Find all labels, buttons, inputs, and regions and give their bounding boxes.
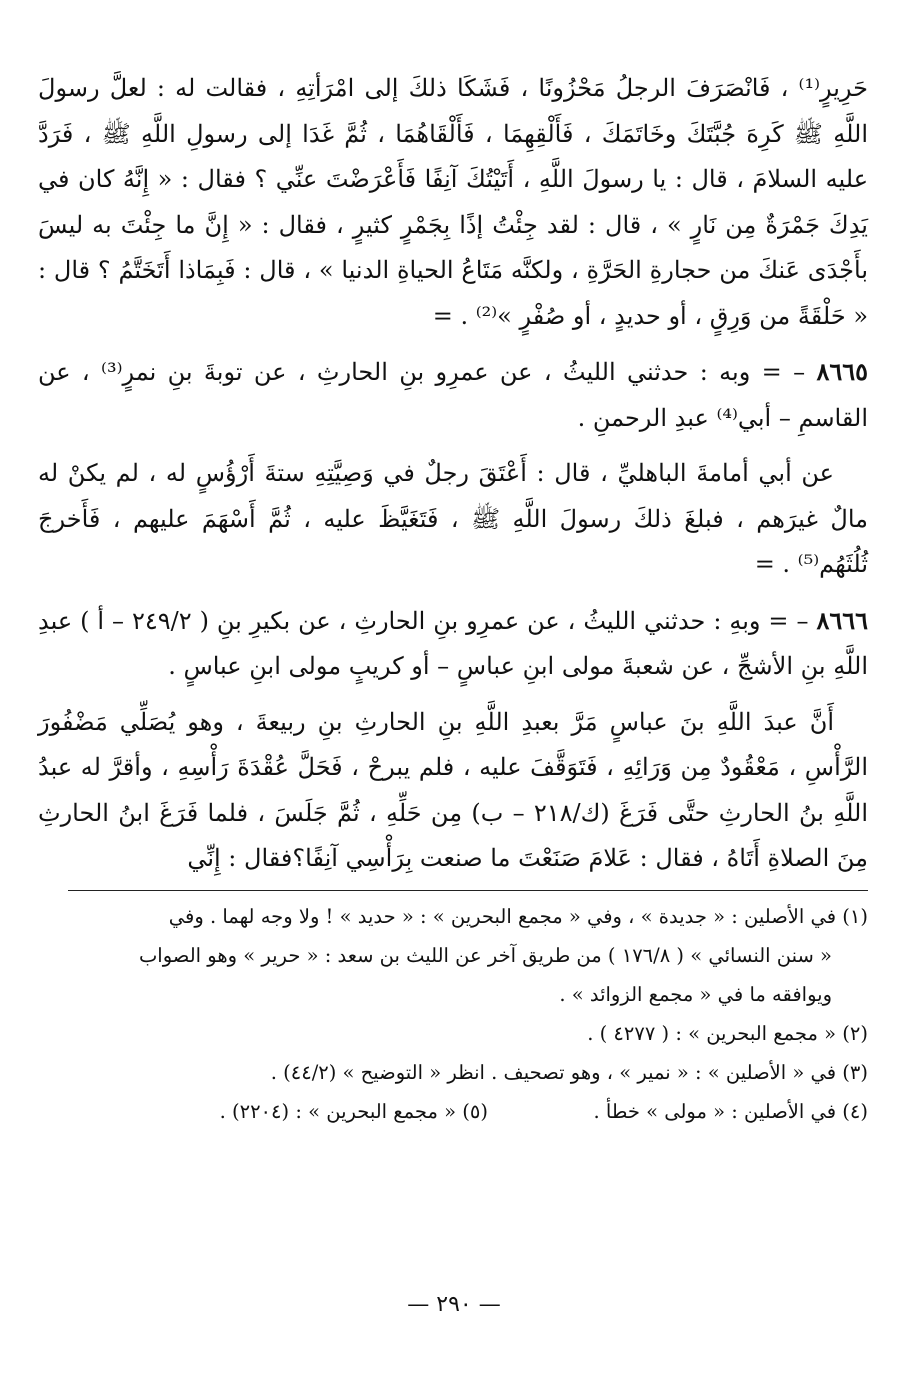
text-line: ما جِئْتَ به ليسَ بأَجْدَى عَنكَ من حجارةِ الحَرَّةِ ، ولكنَّه مَتَاعُ الحياةِ الدنيا » ، قال : [38,210,868,284]
hadith-8666-text [38,700,868,882]
hadith-number: ٨٦٦٥ [816,357,869,386]
footnote-3: (٣) في « الأصلين » : « نمير » ، وهو تصحيف . انظر « التوضيح » (٤٤/٢) . [270,1060,868,1084]
text-line: ثُلُثَهُم⁽⁵⁾ . = [754,550,868,578]
text-line: فَبِمَاذا أَتَخَتَّمُ ؟ قال : « حَلْقَةً من وَرِقٍ ، أو حديدٍ ، أو صُفْرٍ »⁽²⁾ . = [38,256,868,330]
hadith-8665-text [38,451,868,588]
hadith-8666-chain [38,598,868,690]
text-line: – = وبهِ : حدثني الليثُ ، عن عمرِو بنِ الحارثِ ، عن بكيرِ بنِ [216,606,809,635]
footnote-5: (٥) « مجمع البحرين » : (٢٢٠٤) . [219,1099,488,1123]
text-line: « إِنَّهُ كان في يَدِكَ جَمْرَةٌ مِن نَارٍ » ، قال : لقد جِئْتُ إذًا بِجَمْرٍ كثيرٍ ، فقال : « إِنَّ [38,165,868,239]
text-line: عبدُ اللَّهِ بنُ الحارثِ حتَّى فَرَغَ (ك/٢١٨ – ب) مِن حَلِّهِ ، ثُمَّ جَلَسَ ، فلما فَرَغَ ابنُ [38,753,868,827]
text-line: ( ٢٤٩/٢ – أ ) عبدِ اللَّهِ بنِ الأشجِّ ، عن شعبةَ مولى ابنِ عباسٍ – أو كريبٍ مولى [38,606,868,680]
text-line: نمرٍ⁽³⁾ ، عن القاسمِ – أبي⁽⁴⁾ عبدِ الرحمنِ . [38,358,868,432]
footnote-4: (٤) في الأصلين : « مولى » خطأ . [593,1099,868,1123]
page-number: — ٢٩٠ — [407,1292,501,1317]
text-line: حَرِيرٍ⁽¹⁾ ، فَانْصَرَفَ الرجلُ مَحْزُونًا ، فَشَكَا ذلكَ إلى امْرَأتِهِ ، فقالت له : لعلَّ [109,74,868,102]
text-line: الحارثِ مِنَ الصلاةِ أَتَاهُ ، فقال : عَلامَ صَنَعْتَ ما صنعت بِرَأْسِي آنِفًا؟فقال : إِنِّي [38,798,868,872]
footnote-2: (٢) « مجمع البحرين » : ( ٤٢٧٧ ) . [587,1021,868,1045]
text-line: ﷺ ، فَرَدَّ عليه السلامَ ، قال : يا رسولَ اللَّهِ ، أَتَيْتُكَ آنِفًا فَأَعْرَضْتَ عنِّي ؟ فقال : [38,119,869,193]
footnote-1-continued: « سنن النسائي » ( ١٧٦/٨ ) من طريق آخر عن الليث بن سعد : « حرير » وهو الصواب [138,943,832,967]
text-line: – = وبه : حدثني الليثُ ، عن عمرِو بنِ الحارثِ ، عن توبةَ بنِ [167,358,806,386]
text-line: رسولَ اللَّهِ ﷺ كَرِهَ جُبَّتَكَ وخَاتَمَكَ ، فَأَلْقِهِمَا ، فَأَلْقَاهُمَا ، ثُمَّ غَدَا إلى رسولِ اللَّهِ [38,74,868,148]
text-line: أَنَّ عبدَ اللَّهِ بنَ عباسٍ مَرَّ بعبدِ اللَّهِ بنِ الحارثِ بنِ ربيعةَ ، وهو يُصَلِّي مَضْفُورَ [38,707,834,736]
text-line: عن أبي أمامةَ الباهليِّ ، قال : أَعْتَقَ رجلٌ في وَصِيَّتِهِ ستةَ أَرْؤُسٍ له ، لم يكنْ له [38,459,834,487]
footnote-row [38,1092,868,1131]
footnotes [38,897,868,1131]
hadith-number: ٨٦٦٦ [816,605,868,635]
footnote-separator [68,890,868,891]
page-body [38,66,868,1131]
text-line: الرَّأْسِ ، مَعْقُودٌ مِن وَرَائِهِ ، فَتَوَقَّفَ عليه ، فلم يبرحْ ، فَحَلَّ عُقْدَةَ رَأْسِهِ ، وأقرَّ له [80,753,868,781]
footnote-1: (١) في الأصلين : « جديدة » ، وفي « مجمع البحرين » : « حديد » ! ولا وجه لهما . وفي [168,904,868,928]
text-line: مالٌ غيرَهم ، فبلغَ ذلكَ رسولَ اللَّهِ ﷺ ، فَتَغَيَّظَ عليه ، ثُمَّ أَسْهَمَ عليهم ، فَأَخرجَ [38,504,868,533]
text-line: ابنِ عباسٍ . [168,652,281,680]
hadith-8665-chain [38,349,868,441]
paragraph-hadith-continuation [38,66,868,339]
footnote-1-continued: ويوافقه ما في « مجمع الزوائد » . [559,982,832,1006]
